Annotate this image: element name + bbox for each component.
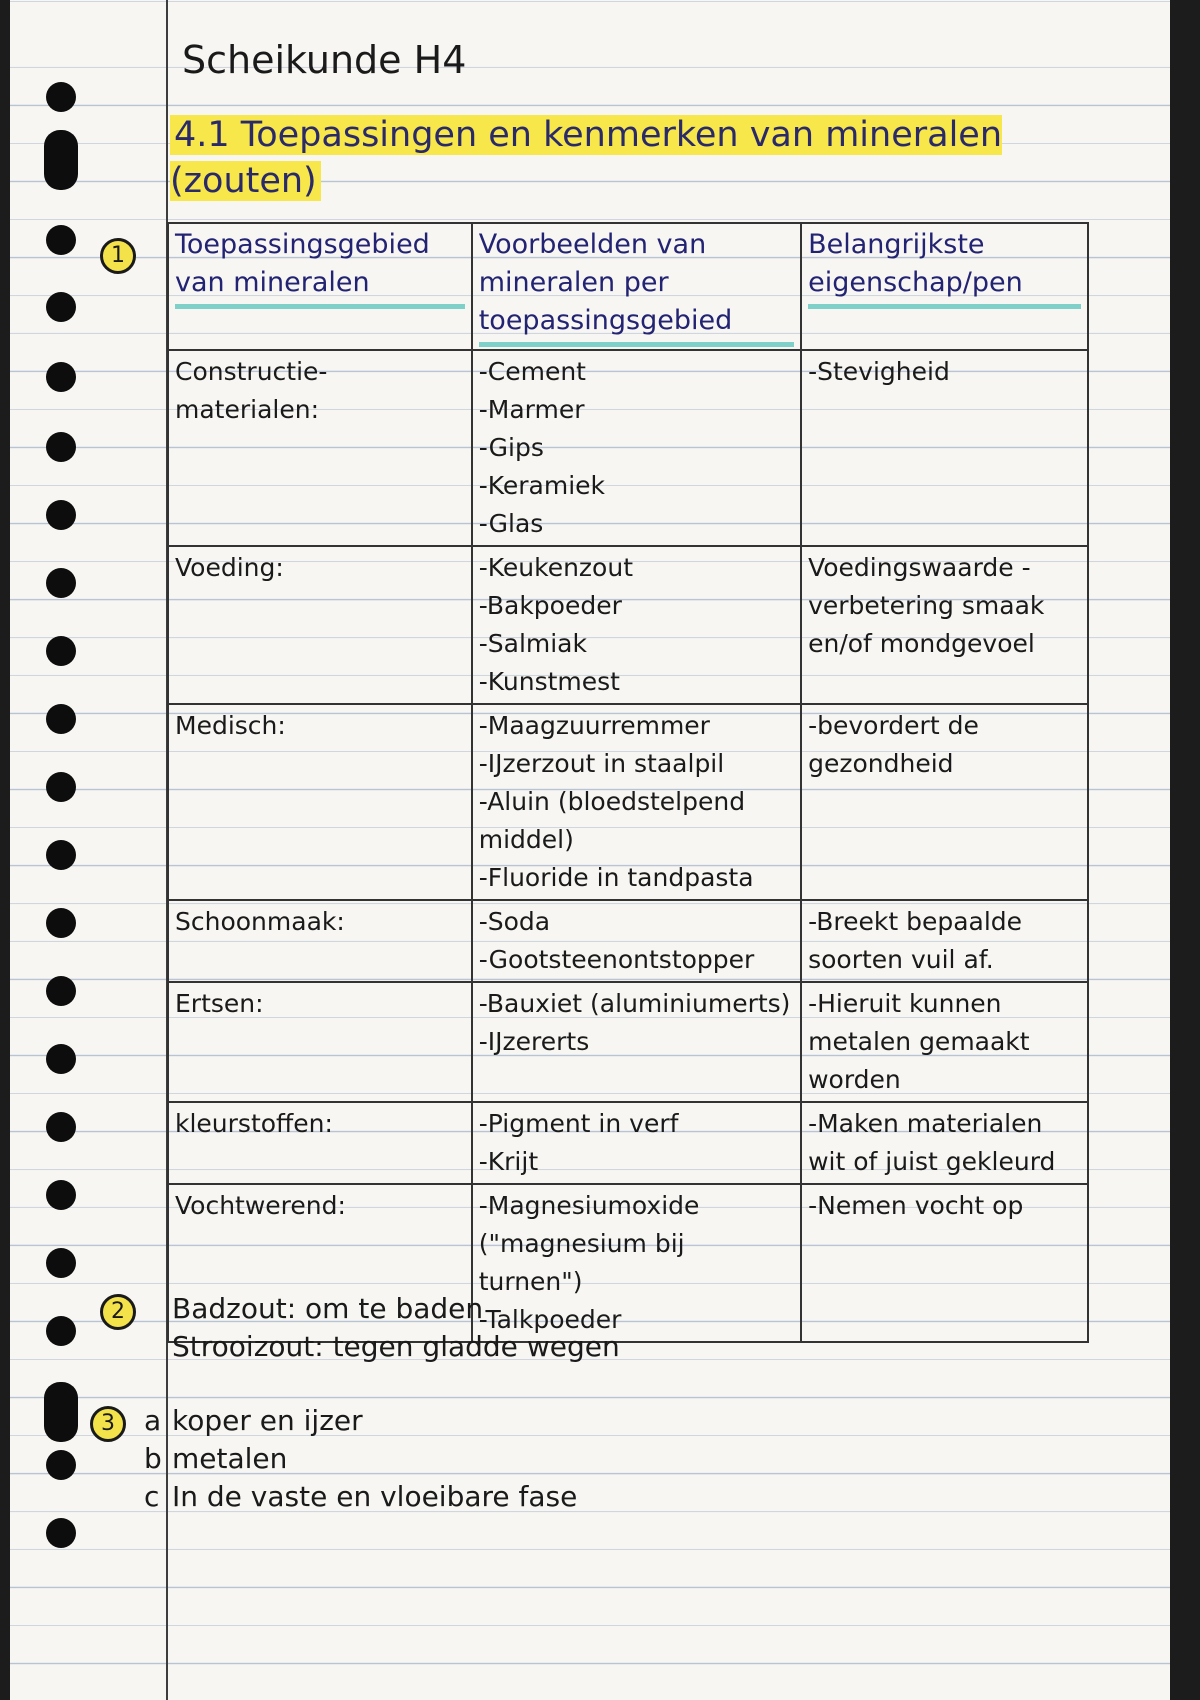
examples-cell xyxy=(472,704,801,900)
answer-letter: c xyxy=(144,1480,160,1513)
question-3-answers xyxy=(144,1402,577,1516)
table-row xyxy=(168,982,1088,1102)
notebook-page xyxy=(10,0,1170,1700)
example-item: - Bauxiet (aluminiumerts) xyxy=(479,985,794,1023)
answer-line xyxy=(144,1440,577,1478)
table-row xyxy=(168,900,1088,982)
example-item: - IJzerzout in staalpil xyxy=(479,745,794,783)
table-header-cell xyxy=(472,223,801,350)
example-item: - Marmer xyxy=(479,391,794,429)
table-header-label: Voorbeelden van mineralen per toepassingsgebied xyxy=(479,226,794,347)
table-row xyxy=(168,546,1088,704)
examples-list xyxy=(479,549,794,701)
example-item: - Gootsteenontstopper xyxy=(479,941,794,979)
answer-text: koper en ijzer xyxy=(172,1404,363,1437)
binder-hole xyxy=(46,500,76,530)
binder-hole xyxy=(46,704,76,734)
example-item: - Salmiak xyxy=(479,625,794,663)
answer-text: In de vaste en vloeibare fase xyxy=(172,1480,578,1513)
question-number-2: 2 xyxy=(100,1294,136,1330)
property-cell: -Hieruit kunnen metalen gemaakt worden xyxy=(801,982,1088,1102)
binder-hole xyxy=(46,1112,76,1142)
binder-hole xyxy=(44,1382,78,1442)
property-cell: -bevordert de gezondheid xyxy=(801,704,1088,900)
binder-hole xyxy=(46,1518,76,1548)
table-header-row xyxy=(168,223,1088,350)
property-cell: Voedingswaarde -verbetering smaak en/of mondgevoel xyxy=(801,546,1088,704)
answer-line: Badzout: om te baden xyxy=(172,1292,484,1325)
examples-list xyxy=(479,707,794,897)
example-item: - Kunstmest xyxy=(479,663,794,701)
example-item: - Krijt xyxy=(479,1143,794,1181)
table-header-cell xyxy=(801,223,1088,350)
example-item: - Keramiek xyxy=(479,467,794,505)
table-row xyxy=(168,350,1088,546)
answer-letter: b xyxy=(144,1442,162,1475)
page-title: Scheikunde H4 xyxy=(182,38,467,82)
example-item: - Keukenzout xyxy=(479,549,794,587)
application-area-cell: Ertsen: xyxy=(168,982,472,1102)
binder-hole xyxy=(46,840,76,870)
binder-hole xyxy=(46,362,76,392)
answer-text: metalen xyxy=(172,1442,288,1475)
example-item: - Glas xyxy=(479,505,794,543)
minerals-table xyxy=(167,222,1089,1343)
section-heading-text: 4.1 Toepassingen en kenmerken van mineralen (zouten) xyxy=(170,115,1003,201)
property-cell: -Breekt bepaalde soorten vuil af. xyxy=(801,900,1088,982)
answer-line xyxy=(144,1402,577,1440)
binder-hole xyxy=(46,432,76,462)
examples-cell xyxy=(472,1102,801,1184)
example-item: - IJzererts xyxy=(479,1023,794,1061)
binder-hole xyxy=(46,636,76,666)
table-row xyxy=(168,1102,1088,1184)
examples-cell xyxy=(472,982,801,1102)
examples-cell xyxy=(472,900,801,982)
example-item: - Pigment in verf xyxy=(479,1105,794,1143)
section-heading xyxy=(170,112,1050,204)
table-header-cell xyxy=(168,223,472,350)
examples-list xyxy=(479,353,794,543)
application-area-cell: Voeding: xyxy=(168,546,472,704)
binder-hole xyxy=(46,908,76,938)
question-2-answer xyxy=(172,1290,620,1366)
example-item: - Aluin (bloedstelpend middel) xyxy=(479,783,794,859)
application-area-cell: kleurstoffen: xyxy=(168,1102,472,1184)
example-item: - Cement xyxy=(479,353,794,391)
example-item: - Fluoride in tandpasta xyxy=(479,859,794,897)
binder-holes xyxy=(32,0,92,1700)
binder-hole xyxy=(46,568,76,598)
example-item: - Gips xyxy=(479,429,794,467)
examples-list xyxy=(479,903,794,979)
example-item: - Bakpoeder xyxy=(479,587,794,625)
question-number-3: 3 xyxy=(90,1406,126,1442)
binder-hole xyxy=(46,976,76,1006)
example-item: - Soda xyxy=(479,903,794,941)
application-area-cell: Constructie-materialen: xyxy=(168,350,472,546)
example-item: - Magnesiumoxide ("magnesium bij turnen") xyxy=(479,1187,794,1301)
application-area-cell: Schoonmaak: xyxy=(168,900,472,982)
property-cell: -Nemen vocht op xyxy=(801,1184,1088,1342)
application-area-cell: Medisch: xyxy=(168,704,472,900)
binder-hole xyxy=(46,82,76,112)
example-item: - Talkpoeder xyxy=(479,1301,794,1339)
examples-list xyxy=(479,1105,794,1181)
answer-line: Strooizout: tegen gladde wegen xyxy=(172,1330,620,1363)
question-number-1: 1 xyxy=(100,238,136,274)
examples-list xyxy=(479,985,794,1061)
property-cell: -Maken materialen wit of juist gekleurd xyxy=(801,1102,1088,1184)
binder-hole xyxy=(46,772,76,802)
answer-letter: a xyxy=(144,1404,162,1437)
answer-line xyxy=(144,1478,577,1516)
binder-hole xyxy=(46,1180,76,1210)
examples-cell xyxy=(472,350,801,546)
table-header-label: Toepassingsgebied van mineralen xyxy=(175,226,465,309)
examples-cell xyxy=(472,546,801,704)
binder-hole xyxy=(46,292,76,322)
binder-hole xyxy=(46,225,76,255)
binder-hole xyxy=(46,1044,76,1074)
binder-hole xyxy=(46,1316,76,1346)
application-area-cell: Vochtwerend: xyxy=(168,1184,472,1342)
property-cell: -Stevigheid xyxy=(801,350,1088,546)
binder-hole xyxy=(44,130,78,190)
binder-hole xyxy=(46,1450,76,1480)
example-item: - Maagzuurremmer xyxy=(479,707,794,745)
table-header-label: Belangrijkste eigenschap/pen xyxy=(808,226,1081,309)
table-row xyxy=(168,704,1088,900)
binder-hole xyxy=(46,1248,76,1278)
